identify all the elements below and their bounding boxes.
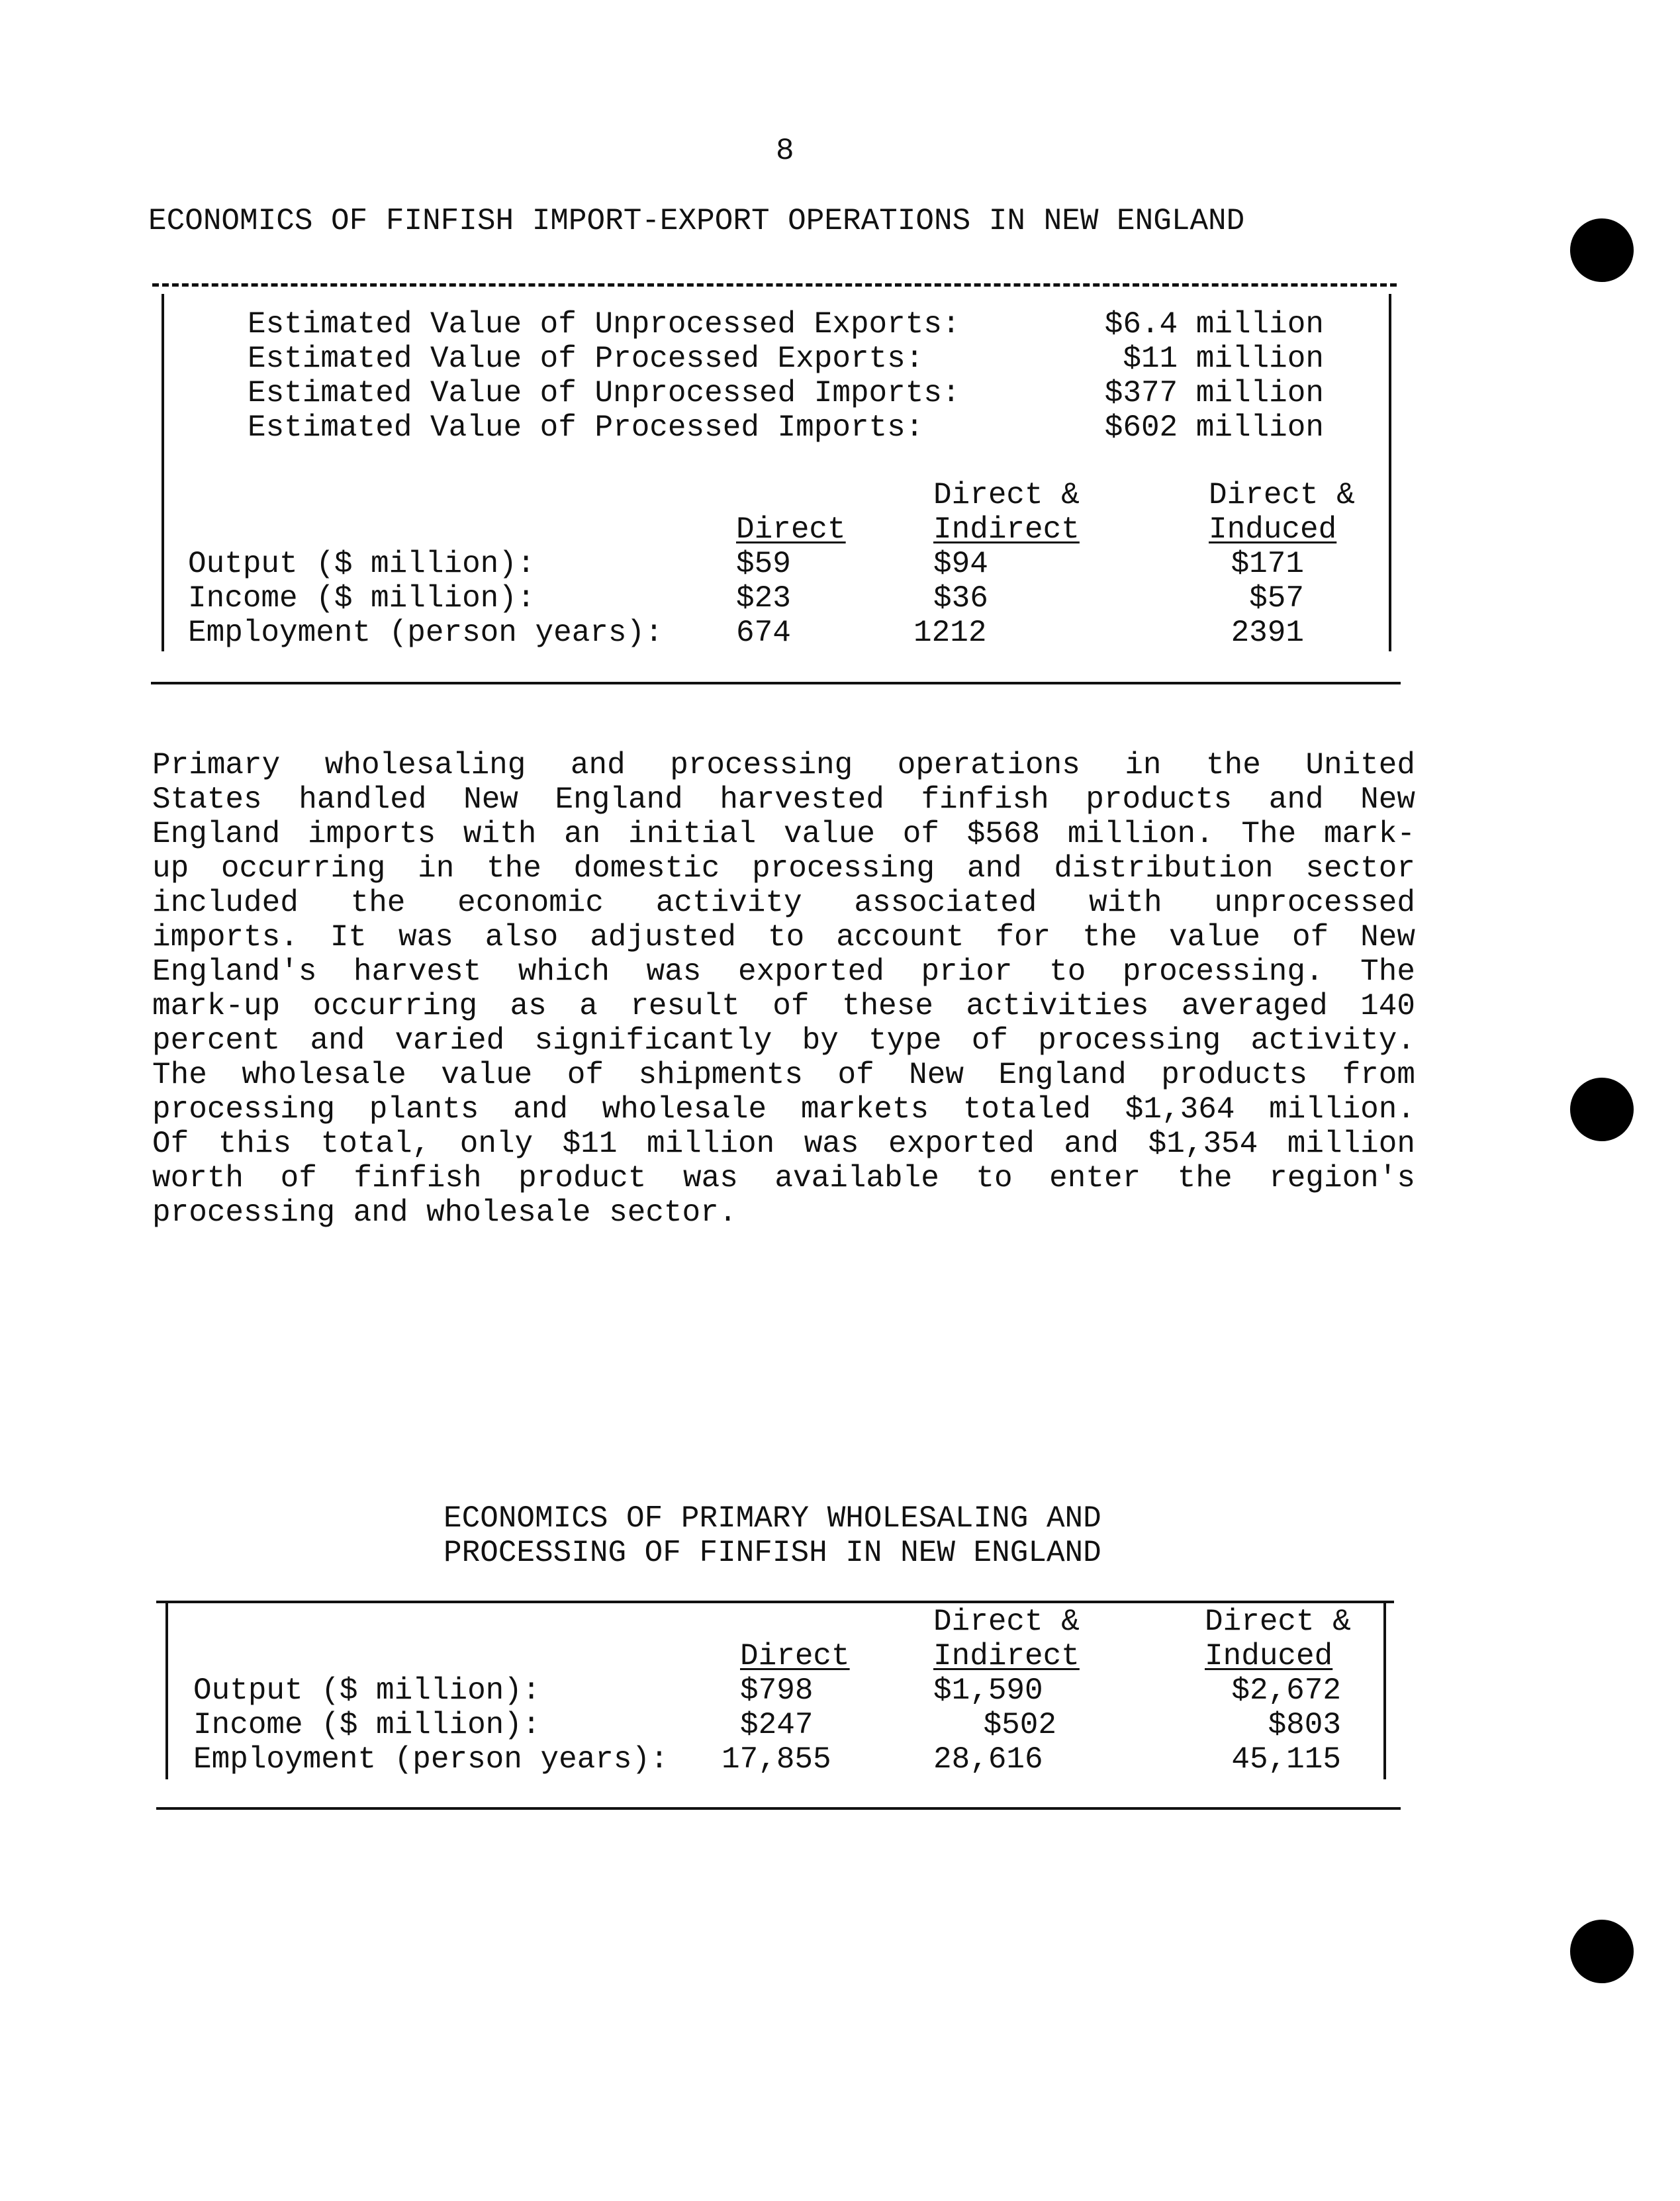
body-paragraph (152, 748, 1415, 1230)
cell-induced: 45,115 (1231, 1742, 1341, 1777)
paragraph-line: percent and varied significantly by type of processing activity. (152, 1023, 1415, 1058)
header-direct-induced-top: Direct & (1205, 1605, 1351, 1639)
cell-direct: $247 (740, 1708, 814, 1742)
estimate-value: $602 million (1104, 410, 1324, 445)
estimate-label: Estimated Value of Unprocessed Exports: (248, 307, 960, 342)
row-label: Employment (person years): (193, 1742, 669, 1777)
paragraph-line: Primary wholesaling and processing operations in the United (152, 748, 1415, 782)
bottom-rule (156, 1807, 1401, 1810)
cell-direct: 674 (736, 616, 791, 650)
section2-title-line: PROCESSING OF FINFISH IN NEW ENGLAND (443, 1536, 1101, 1570)
dashed-rule (152, 283, 1397, 287)
header-induced: Induced (1205, 1639, 1333, 1673)
header-direct-indirect-top: Direct & (933, 1605, 1080, 1639)
cell-indirect: $502 (983, 1708, 1056, 1742)
estimate-value: $377 million (1104, 376, 1324, 410)
header-direct-indirect-top: Direct & (933, 478, 1080, 512)
paragraph-line: mark-up occurring as a result of these activities averaged 140 (152, 989, 1415, 1023)
row-label: Output ($ million): (188, 547, 536, 581)
estimate-value: $6.4 million (1104, 307, 1324, 342)
estimate-value: $11 million (1123, 342, 1324, 376)
cell-indirect: 1212 (913, 616, 987, 650)
header-direct: Direct (736, 512, 846, 547)
cell-induced: $57 (1249, 581, 1304, 616)
cell-indirect: $36 (933, 581, 988, 616)
cell-direct: $59 (736, 547, 791, 581)
row-label: Output ($ million): (193, 1673, 541, 1708)
right-border (1383, 1602, 1386, 1779)
cell-indirect: 28,616 (933, 1742, 1043, 1777)
paragraph-line: imports. It was also adjusted to account for the value of New (152, 920, 1415, 955)
top-rule (156, 1601, 1394, 1603)
paragraph-line: England imports with an initial value of $568 million. The mark- (152, 817, 1415, 851)
paragraph-line: The wholesale value of shipments of New England products from (152, 1058, 1415, 1092)
punch-hole-middle (1570, 1078, 1634, 1141)
section1-title: ECONOMICS OF FINFISH IMPORT-EXPORT OPERATIONS IN NEW ENGLAND (148, 204, 1245, 238)
cell-indirect: $1,590 (933, 1673, 1043, 1708)
header-indirect: Indirect (933, 512, 1080, 547)
cell-indirect: $94 (933, 547, 988, 581)
paragraph-line: Of this total, only $11 million was exported and $1,354 million (152, 1127, 1415, 1161)
paragraph-line: England's harvest which was exported prior to processing. The (152, 955, 1415, 989)
paragraph-line: States handled New England harvested finfish products and New (152, 782, 1415, 817)
cell-induced: $2,672 (1231, 1673, 1341, 1708)
paragraph-line: up occurring in the domestic processing and distribution sector (152, 851, 1415, 886)
row-label: Income ($ million): (193, 1708, 541, 1742)
punch-hole-top (1570, 218, 1634, 282)
paragraph-line: processing plants and wholesale markets totaled $1,364 million. (152, 1092, 1415, 1127)
header-direct-induced-top: Direct & (1209, 478, 1355, 512)
cell-direct: $23 (736, 581, 791, 616)
header-indirect: Indirect (933, 1639, 1080, 1673)
estimate-label: Estimated Value of Unprocessed Imports: (248, 376, 960, 410)
left-border (165, 1602, 168, 1779)
cell-induced: 2391 (1231, 616, 1304, 650)
paragraph-line: worth of finfish product was available to enter the region's (152, 1161, 1415, 1195)
header-direct: Direct (740, 1639, 850, 1673)
row-label: Employment (person years): (188, 616, 663, 650)
page-number: 8 (776, 134, 794, 168)
header-induced: Induced (1209, 512, 1337, 547)
right-border (1389, 294, 1391, 651)
row-label: Income ($ million): (188, 581, 536, 616)
cell-induced: $803 (1268, 1708, 1341, 1742)
cell-induced: $171 (1231, 547, 1304, 581)
bottom-rule (151, 682, 1401, 684)
punch-hole-bottom (1570, 1920, 1634, 1983)
paragraph-line: processing and wholesale sector. (152, 1195, 737, 1230)
section2-title-line: ECONOMICS OF PRIMARY WHOLESALING AND (443, 1501, 1101, 1536)
section2-title (443, 1501, 1101, 1570)
estimate-label: Estimated Value of Processed Exports: (248, 342, 924, 376)
estimate-label: Estimated Value of Processed Imports: (248, 410, 924, 445)
paragraph-line: included the economic activity associated with unprocessed (152, 886, 1415, 920)
cell-direct: $798 (740, 1673, 814, 1708)
cell-direct: 17,855 (722, 1742, 831, 1777)
left-border (162, 294, 164, 651)
